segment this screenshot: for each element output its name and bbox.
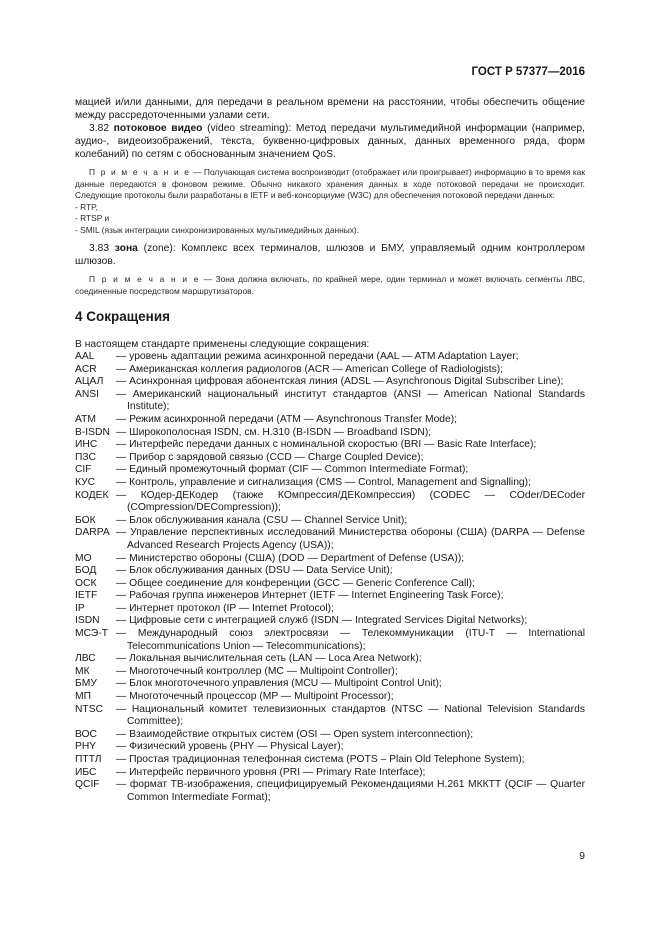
abbreviation-term: CIF <box>75 464 92 476</box>
definition-3-82 <box>75 122 585 161</box>
abbreviation-definition: — Широкополосная ISDN, см. H.310 (B-ISDN — Broadband ISDN); <box>116 426 432 438</box>
definition-text: (video streaming): Метод передачи мультимедийной информации (например, аудио-, видеоизображений, текста, буквенно-цифровых данных, данных временного ряда, форм колебаний) по сетям с обоснованным значением QoS. <box>75 123 585 160</box>
abbreviation-definition: — Интернет протокол (IP — Internet Protocol); <box>116 602 334 614</box>
abbreviation-definition: — Многоточечный контроллер (MC — Multipoint Controller); <box>116 665 398 677</box>
abbreviation-term: ОСК <box>75 577 97 589</box>
abbreviation-definition: — Интерфейс передачи данных с номинальной скоростью (BRI — Basic Rate Interface); <box>116 439 537 451</box>
list-item: - SMIL (язык интеграции синхронизированных мультимедийных данных). <box>75 224 360 235</box>
abbreviation-row <box>75 553 585 566</box>
abbreviation-term: IP <box>75 602 85 614</box>
abbreviation-definition: — Локальная вычислительная сеть (LAN — Loca Area Network); <box>116 653 422 665</box>
abbreviation-term: IETF <box>75 590 98 602</box>
abbreviation-term: QCIF <box>75 779 100 791</box>
abbreviation-row <box>75 615 585 628</box>
note-2 <box>75 274 585 297</box>
abbreviation-row <box>75 527 585 552</box>
note-text: — Получающая система воспроизводит (отображает или проигрывает) информацию в то время как данные передаются в фоновом режиме. Обычно никакого хранения данных в ходе потоковой передачи не происходит. Следующие протоколы были разработаны в IETF и веб-консорциуме (W3C) для обеспечения потоковой передачи данных: <box>75 167 585 200</box>
definition-text: (zone): Комплекс всех терминалов, шлюзов и БМУ, управляемый одним контроллером шлюзов. <box>75 243 585 267</box>
list-item: - RTSP и <box>75 213 110 223</box>
abbreviation-row <box>75 351 585 364</box>
note-label: П р и м е ч а н и е <box>89 167 191 177</box>
abbreviation-definition: — Общее соединение для конференции (GCC — Generic Conference Call); <box>116 577 475 589</box>
abbreviation-row <box>75 628 585 653</box>
abbreviation-row <box>75 376 585 389</box>
abbreviation-row <box>75 779 585 804</box>
abbreviation-definition: — Взаимодействие открытых систем (OSI — Open system interconnection); <box>116 728 474 740</box>
note-1-list <box>75 202 585 237</box>
abbreviation-row <box>75 464 585 477</box>
definition-term: зона <box>114 243 138 254</box>
abbreviation-definition: — Прибор с зарядовой связью (CCD — Charge Coupled Device); <box>116 451 424 463</box>
abbreviation-row <box>75 678 585 691</box>
abbreviation-term: МК <box>75 665 90 677</box>
abbreviation-term: КУС <box>75 476 96 488</box>
abbreviation-term: ЛВС <box>75 653 96 665</box>
abbreviation-term: DARPA <box>75 527 110 539</box>
document-header: ГОСТ Р 57377—2016 <box>471 66 585 78</box>
abbreviation-row <box>75 452 585 465</box>
definition-3-83 <box>75 242 585 268</box>
abbreviation-definition: — Блок обслуживания данных (DSU — Data Service Unit); <box>116 565 393 577</box>
abbreviation-row <box>75 389 585 414</box>
paragraph-continuation: мацией и/или данными, для передачи в реальном времени на расстоянии, чтобы обеспечить общение между рассредоточенными узлами сети. <box>75 97 585 121</box>
abbreviation-definition: — Режим асинхронной передачи (ATM — Asynchronous Transfer Mode); <box>116 413 458 425</box>
definition-number: 3.82 <box>89 123 110 134</box>
abbreviation-term: ИБС <box>75 766 97 778</box>
abbreviation-row <box>75 754 585 767</box>
page-number: 9 <box>579 851 585 862</box>
abbreviation-definition: — Американский национальный институт стандартов (ANSI — American National Standards Institute); <box>116 388 585 413</box>
abbreviation-definition: — Национальный комитет телевизионных стандартов (NTSC — National Television Standards Committee); <box>116 703 585 728</box>
abbreviation-row <box>75 427 585 440</box>
abbreviation-row <box>75 741 585 754</box>
note-text: — Зона должна включать, по крайней мере, один терминал и может включать сегменты ЛВС, соединенные посредством маршрутизаторов. <box>75 274 585 296</box>
abbreviation-row <box>75 490 585 515</box>
abbreviation-term: ACR <box>75 363 97 375</box>
abbreviation-row <box>75 590 585 603</box>
abbreviation-definition: — Физический уровень (PHY — Physical Layer); <box>116 741 344 753</box>
abbreviation-term: NTSC <box>75 703 104 715</box>
abbreviation-row <box>75 729 585 742</box>
abbreviation-definition: — Международный союз электросвязи — Телекоммуникации (ITU-T — International Telecommunications Union — Telecommunications); <box>116 628 585 652</box>
abbreviation-term: ПТТЛ <box>75 754 102 765</box>
abbreviation-term: B-ISDN <box>75 426 110 438</box>
abbreviation-definition: — Управление перспективных исследований Министерства обороны (США) (DARPA — Defense Advanced Research Projects Agency (USA)); <box>116 527 585 551</box>
section-intro: В настоящем стандарте применены следующие сокращения: <box>75 339 370 350</box>
abbreviation-term: АТМ <box>75 413 96 425</box>
abbreviation-definition: — уровень адаптации режима асинхронной передачи (AAL — ATM Adaptation Layer; <box>116 351 519 362</box>
abbreviation-term: ISDN <box>75 615 100 627</box>
abbreviation-row <box>75 767 585 780</box>
abbreviation-definition: — Министерство обороны (США) (DOD — Department of Defense (USA)); <box>116 552 465 564</box>
abbreviation-term: БМУ <box>75 678 97 690</box>
definition-number: 3.83 <box>89 243 110 254</box>
abbreviation-row <box>75 414 585 427</box>
abbreviation-definition: — формат ТВ-изображения, специфицируемый Рекомендациями H.261 МККТТ (QCIF — Quarter Common Intermediate Format); <box>116 779 585 803</box>
abbreviation-term: ANSI <box>75 388 100 400</box>
abbreviation-definition: — Блок многоточечного управления (MCU — Multipoint Control Unit); <box>116 678 442 690</box>
abbreviation-term: МСЭ-Т <box>75 628 109 640</box>
abbreviation-definition: — Асинхронная цифровая абонентская линия (ADSL — Asynchronous Digital Subscriber Line); <box>116 376 564 388</box>
abbreviation-row <box>75 439 585 452</box>
note-1 <box>75 167 585 202</box>
abbreviation-row <box>75 666 585 679</box>
abbreviation-term: PHY <box>75 741 97 753</box>
list-item: - RTP, <box>75 201 98 212</box>
abbreviation-term: КОДЕК <box>75 489 109 501</box>
page-body <box>75 96 585 804</box>
abbreviation-definition: — Американская коллегия радиологов (ACR — American College of Radiologists); <box>116 363 504 375</box>
abbreviation-definition: — Контроль, управление и сигнализация (CMS — Control, Management and Signalling); <box>116 476 531 488</box>
abbreviation-definition: — Цифровые сети с интеграцией служб (ISDN — Integrated Services Digital Networks); <box>116 615 528 627</box>
abbreviation-term: АЦАЛ <box>75 376 104 388</box>
abbreviation-row <box>75 653 585 666</box>
note-label: П р и м е ч а н и е <box>89 274 201 284</box>
abbreviation-term: БОК <box>75 514 96 526</box>
abbreviation-definition: — Рабочая группа инженеров Интернет (IETF — Internet Engineering Task Force); <box>116 590 504 602</box>
abbreviation-row <box>75 578 585 591</box>
abbreviation-definition: — Блок обслуживания канала (CSU — Channel Service Unit); <box>116 514 408 526</box>
abbreviation-list <box>75 351 585 804</box>
abbreviation-row <box>75 515 585 528</box>
definition-term: потоковое видео <box>113 123 203 134</box>
abbreviation-row <box>75 364 585 377</box>
section-heading: 4 Сокращения <box>75 309 170 324</box>
abbreviation-term: МО <box>75 552 92 564</box>
abbreviation-definition: — Единый промежуточный формат (CIF — Common Intermediate Format); <box>116 464 469 476</box>
abbreviation-term: AAL <box>75 351 95 362</box>
abbreviation-definition: — Многоточечный процессор (MP — Multipoint Processor); <box>116 691 394 703</box>
abbreviation-term: ПЗС <box>75 451 96 463</box>
abbreviation-definition: — КОдер-ДЕКодер (также КОмпрессия/ДЕКомпрессия) (CODEC — COder/DECoder (COmpression/DECompression)); <box>116 489 585 514</box>
abbreviation-row <box>75 691 585 704</box>
abbreviation-term: ИНС <box>75 439 98 451</box>
abbreviation-definition: — Простая традиционная телефонная система (POTS – Plain Old Telephone System); <box>116 754 525 765</box>
abbreviation-row <box>75 603 585 616</box>
abbreviation-term: МП <box>75 691 91 703</box>
abbreviation-row <box>75 704 585 729</box>
abbreviation-term: БОД <box>75 565 97 577</box>
abbreviation-row <box>75 565 585 578</box>
abbreviation-definition: — Интерфейс первичного уровня (PRI — Primary Rate Interface); <box>116 766 426 778</box>
abbreviation-row <box>75 477 585 490</box>
abbreviation-term: ВОС <box>75 728 97 740</box>
